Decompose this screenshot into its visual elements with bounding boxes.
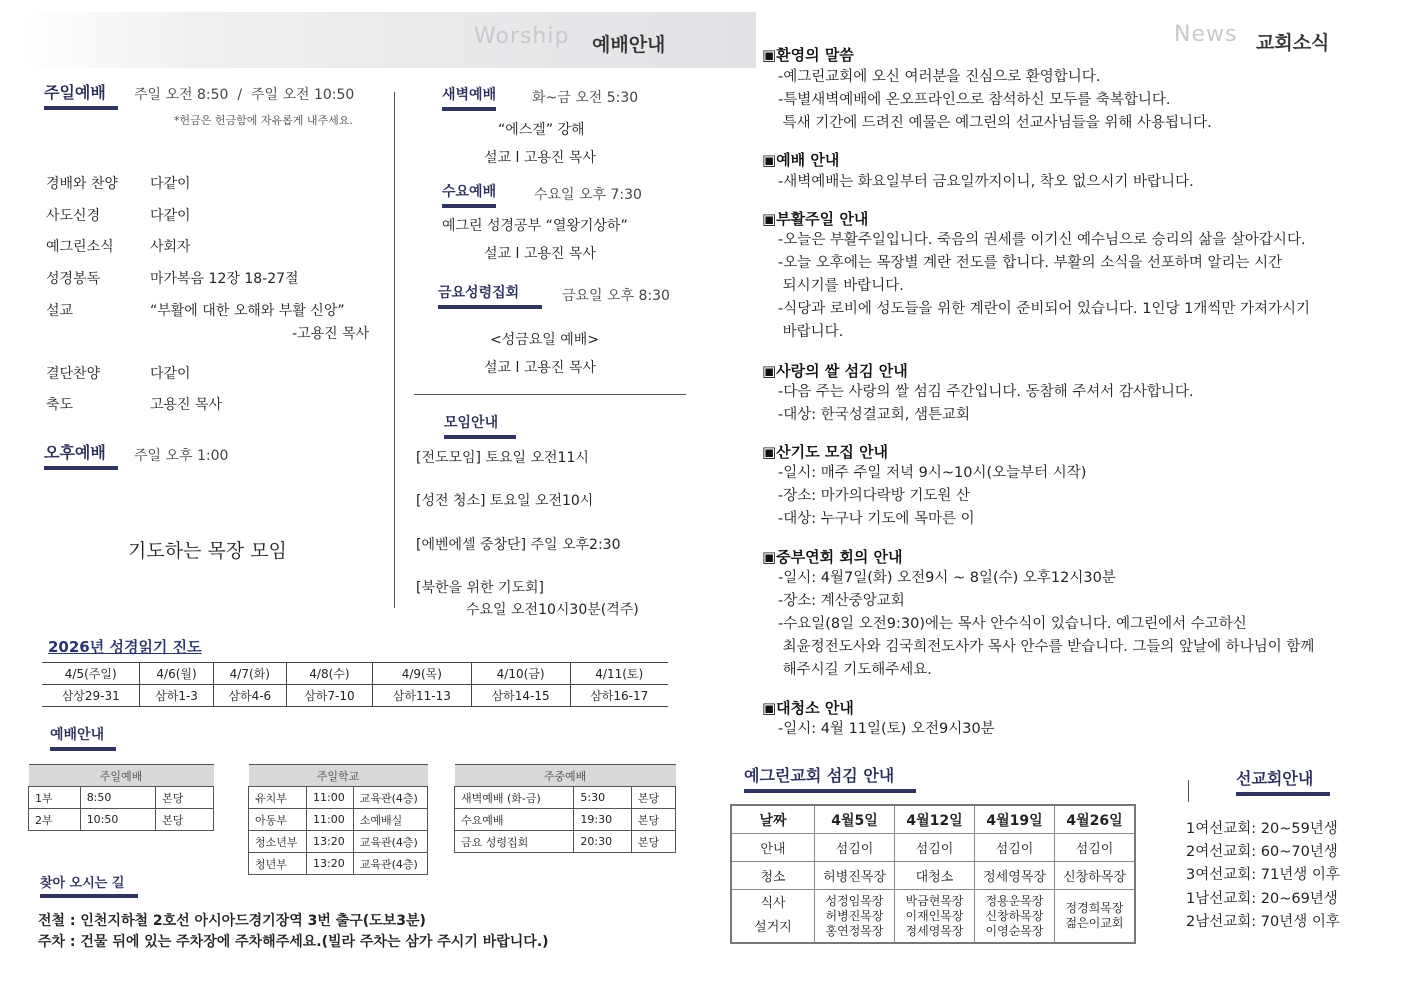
table-header: 4월26일 xyxy=(1055,805,1136,834)
news-line: 특새 기간에 드려진 예물은 예그린의 선교사님들을 위해 사용됩니다. xyxy=(778,115,1212,131)
meeting-item: [성전 청소] 토요일 오전10시 xyxy=(416,493,594,509)
table-caption: 주일학교 xyxy=(249,765,428,787)
news-line: -수요일(8일 오전9:30)에는 목사 안수식이 있습니다. 예그린에서 수고하신 xyxy=(778,616,1247,632)
order-row: 설교 “부활에 대한 오해와 부활 신앙” xyxy=(46,303,345,319)
table-cell: 청소년부 xyxy=(249,831,307,853)
wednesday-line1: 예그린 성경공부 “열왕기상하” xyxy=(442,218,628,234)
dawn-time: 화~금 오전 5:30 xyxy=(532,90,639,106)
table-cell: 섬김이 xyxy=(895,834,975,862)
news-line: -식당과 로비에 성도들을 위한 계란이 준비되어 있습니다. 1인당 1개씩만 가져가시기 xyxy=(778,301,1311,317)
reading-range: 삼상29-31 xyxy=(42,685,140,707)
meetings-title: 모임안내 xyxy=(444,412,516,439)
meeting-item: [전도모임] 토요일 오전11시 xyxy=(416,450,589,466)
dawn-title: 새벽예배 xyxy=(442,84,496,111)
reading-title: 2026년 성경읽기 진도 xyxy=(48,638,202,656)
table-cell: 섬김이 xyxy=(815,834,895,862)
news-header-en: News xyxy=(1174,22,1238,47)
mission-item: 1남선교회: 20~69년생 xyxy=(1186,891,1338,907)
order-row: 사도신경 다같이 xyxy=(46,208,191,224)
wednesday-line2: 설교 l 고용진 목사 xyxy=(484,246,596,262)
sunday-times: 주일 오전 8:50 / 주일 오전 10:50 xyxy=(134,87,355,103)
mission-item: 1여선교회: 20~59년생 xyxy=(1186,821,1338,837)
order-row: 축도 고용진 목사 xyxy=(46,397,223,413)
news-header-ko: 교회소식 xyxy=(1256,32,1330,54)
table-cell: 정세영목장 xyxy=(975,862,1055,890)
reading-range: 삼하7-10 xyxy=(286,685,372,707)
order-row: 결단찬양 다같이 xyxy=(46,366,191,382)
team-name: 허병진목장 xyxy=(825,908,884,923)
news-heading: ▣예배 안내 xyxy=(762,151,840,169)
service-title: 예그린교회 섬김 안내 xyxy=(744,763,916,793)
news-heading: ▣산기도 모집 안내 xyxy=(762,443,889,461)
table-cell: 교육관(4층) xyxy=(353,853,427,875)
service-table xyxy=(730,804,1136,944)
table-cell: 수요예배 xyxy=(455,809,574,831)
sunday-title: 주일예배 xyxy=(44,80,118,110)
team-name: 성정임목장 xyxy=(825,893,884,908)
table-cell xyxy=(1055,890,1136,944)
news-line: -장소: 마가의다락방 기도원 산 xyxy=(778,488,971,504)
meeting-item: [북한을 위한 기도회] xyxy=(416,580,545,596)
news-line: 바랍니다. xyxy=(778,324,844,340)
afternoon-title: 오후예배 xyxy=(44,440,118,470)
table-cell: 본당 xyxy=(156,809,214,831)
directions-title: 찾아 오시는 길 xyxy=(40,872,138,898)
table-cell: 교육관(4층) xyxy=(353,787,427,809)
team-name: 신창하목장 xyxy=(985,908,1044,923)
section-divider xyxy=(414,394,686,395)
wednesday-title: 수요예배 xyxy=(442,181,496,208)
table-cell: 11:00 xyxy=(307,787,354,809)
mission-divider xyxy=(1188,780,1189,802)
team-name: 젊은이교회 xyxy=(1065,916,1124,930)
table-cell: 19:30 xyxy=(574,809,632,831)
reading-date: 4/10(금) xyxy=(471,663,570,685)
news-heading: ▣환영의 말씀 xyxy=(762,46,854,64)
table-cell: 13:20 xyxy=(307,853,354,875)
table-cell xyxy=(815,890,895,944)
news-line: -오늘 오후에는 목장별 계란 전도를 합니다. 부활의 소식을 선포하며 알리는 시간 xyxy=(778,255,1283,271)
team-name: 이재인목장 xyxy=(905,908,964,923)
mission-item: 3여선교회: 71년생 이후 xyxy=(1186,867,1340,883)
table-cell: 섬김이 xyxy=(975,834,1055,862)
reading-range: 삼하1-3 xyxy=(140,685,213,707)
table-cell: 5:30 xyxy=(574,787,632,809)
order-row: 예그린소식 사회자 xyxy=(46,239,191,255)
news-line: -새벽예배는 화요일부터 금요일까지이니, 착오 없으시기 바랍니다. xyxy=(778,174,1194,190)
table-cell: 안내 xyxy=(731,834,815,862)
friday-line1: <성금요일 예배> xyxy=(490,332,600,348)
reading-table xyxy=(42,662,668,707)
news-line: -다음 주는 사랑의 쌀 섬김 주간입니다. 동참해 주셔서 감사합니다. xyxy=(778,384,1194,400)
table-caption: 주중예배 xyxy=(455,765,676,787)
reading-date: 4/11(토) xyxy=(570,663,668,685)
dawn-line1: “에스겔” 강해 xyxy=(498,122,585,138)
table-cell: 20:30 xyxy=(574,831,632,853)
news-line: 해주시길 기도해주세요. xyxy=(778,662,932,678)
news-line: 되시기를 바랍니다. xyxy=(778,278,904,294)
table-cell: 본당 xyxy=(156,787,214,809)
table-caption: 주일예배 xyxy=(29,765,214,787)
table-cell: 유치부 xyxy=(249,787,307,809)
news-line: -일시: 4월 11일(토) 오전9시30분 xyxy=(778,721,995,737)
team-name: 이영순목장 xyxy=(985,923,1044,938)
news-line: 최윤정전도사와 김국희전도사가 목사 안수를 받습니다. 그들의 앞날에 하나님이 함께 xyxy=(778,639,1315,655)
sunday-school-table xyxy=(248,764,428,875)
table-cell: 본당 xyxy=(631,787,675,809)
table-cell: 13:20 xyxy=(307,831,354,853)
table-cell: 소예배실 xyxy=(353,809,427,831)
team-name: 정세영목장 xyxy=(905,923,964,938)
wednesday-time: 수요일 오후 7:30 xyxy=(534,187,642,203)
reading-range: 삼하16-17 xyxy=(570,685,668,707)
table-cell: 아동부 xyxy=(249,809,307,831)
table-header: 4월19일 xyxy=(975,805,1055,834)
friday-time: 금요일 오후 8:30 xyxy=(562,288,670,304)
mission-item: 2남선교회: 70년생 이후 xyxy=(1186,914,1340,930)
afternoon-subtitle: 기도하는 목장 모임 xyxy=(128,540,287,562)
table-cell: 허병진목장 xyxy=(815,862,895,890)
sunday-service-table xyxy=(28,764,214,831)
news-line: -오늘은 부활주일입니다. 죽음의 권세를 이기신 예수님으로 승리의 삶을 살아갑시다. xyxy=(778,232,1306,248)
reading-date: 4/7(화) xyxy=(213,663,286,685)
worship-info-title: 예배안내 xyxy=(50,724,116,751)
directions-subway: 전철 : 인천지하철 2호선 아시아드경기장역 3번 출구(도보3분) xyxy=(38,913,426,929)
friday-line2: 설교 l 고용진 목사 xyxy=(484,360,596,376)
news-line: -일시: 4월7일(화) 오전9시 ~ 8일(수) 오후12시30분 xyxy=(778,570,1116,586)
table-header: 날짜 xyxy=(731,805,815,834)
team-name: 박금현목장 xyxy=(905,893,964,908)
team-name: 홍연정목장 xyxy=(825,923,884,938)
table-cell: 본당 xyxy=(631,809,675,831)
friday-title: 금요성령집회 xyxy=(438,282,542,309)
news-line: -대상: 누구나 기도에 목마른 이 xyxy=(778,511,975,527)
news-heading: ▣부활주일 안내 xyxy=(762,210,869,228)
team-name: 정용운목장 xyxy=(985,893,1044,908)
meeting-item: [에벤에셀 중창단] 주일 오후2:30 xyxy=(416,537,621,553)
table-header: 4월12일 xyxy=(895,805,975,834)
reading-date: 4/6(월) xyxy=(140,663,213,685)
reading-range: 삼하11-13 xyxy=(372,685,471,707)
news-heading: ▣대청소 안내 xyxy=(762,699,854,717)
table-cell: 청년부 xyxy=(249,853,307,875)
dish-label: 설거지 xyxy=(754,920,792,935)
table-cell: 새벽예배 (화-금) xyxy=(455,787,574,809)
table-cell: 10:50 xyxy=(80,809,155,831)
table-cell: 1부 xyxy=(29,787,81,809)
news-line: -특별새벽예배에 온오프라인으로 참석하신 모두를 축복합니다. xyxy=(778,92,1171,108)
directions-parking: 주차 : 건물 뒤에 있는 주차장에 주차해주세요.(빌라 주차는 삼가 주시기 바랍니다.) xyxy=(38,934,549,950)
table-cell: 교육관(4층) xyxy=(353,831,427,853)
table-cell: 8:50 xyxy=(80,787,155,809)
weekday-service-table xyxy=(454,764,676,853)
offering-note: *헌금은 헌금함에 자유롭게 내주세요. xyxy=(174,114,353,127)
team-name: 정경희목장 xyxy=(1065,901,1124,915)
column-divider xyxy=(394,92,395,608)
news-line: -장소: 계산중앙교회 xyxy=(778,593,905,609)
news-line: -일시: 매주 주일 저녁 9시~10시(오늘부터 시작) xyxy=(778,465,1087,481)
table-header: 4월5일 xyxy=(815,805,895,834)
reading-range: 삼하4-6 xyxy=(213,685,286,707)
worship-header-en: Worship xyxy=(474,24,570,49)
dawn-line2: 설교 l 고용진 목사 xyxy=(484,150,596,166)
table-cell: 섬김이 xyxy=(1055,834,1136,862)
table-cell: 금요 성령집회 xyxy=(455,831,574,853)
order-row: 성경봉독 마가복음 12장 18-27절 xyxy=(46,271,299,287)
news-heading: ▣중부연회 회의 안내 xyxy=(762,548,903,566)
meal-label: 식사 xyxy=(760,896,786,911)
news-line: -대상: 한국성결교회, 샘튼교회 xyxy=(778,407,971,423)
news-heading: ▣사랑의 쌀 섬김 안내 xyxy=(762,362,908,380)
meeting-extra: 수요일 오전10시30분(격주) xyxy=(466,602,639,618)
reading-date: 4/8(수) xyxy=(286,663,372,685)
table-cell: 대청소 xyxy=(895,862,975,890)
table-cell: 신창하목장 xyxy=(1055,862,1136,890)
reading-range: 삼하14-15 xyxy=(471,685,570,707)
table-cell xyxy=(975,890,1055,944)
afternoon-time: 주일 오후 1:00 xyxy=(134,448,229,464)
mission-title: 선교회안내 xyxy=(1236,766,1330,796)
worship-header-ko: 예배안내 xyxy=(592,34,666,56)
reading-date: 4/9(목) xyxy=(372,663,471,685)
sermon-by: -고용진 목사 xyxy=(292,326,370,342)
reading-date: 4/5(주일) xyxy=(42,663,140,685)
table-cell: 본당 xyxy=(631,831,675,853)
table-cell: 11:00 xyxy=(307,809,354,831)
news-line: -예그린교회에 오신 여러분을 진심으로 환영합니다. xyxy=(778,69,1101,85)
order-row: 경배와 찬양 다같이 xyxy=(46,176,191,192)
table-cell xyxy=(895,890,975,944)
mission-item: 2여선교회: 60~70년생 xyxy=(1186,844,1338,860)
table-cell xyxy=(731,890,815,944)
table-cell: 청소 xyxy=(731,862,815,890)
table-cell: 2부 xyxy=(29,809,81,831)
